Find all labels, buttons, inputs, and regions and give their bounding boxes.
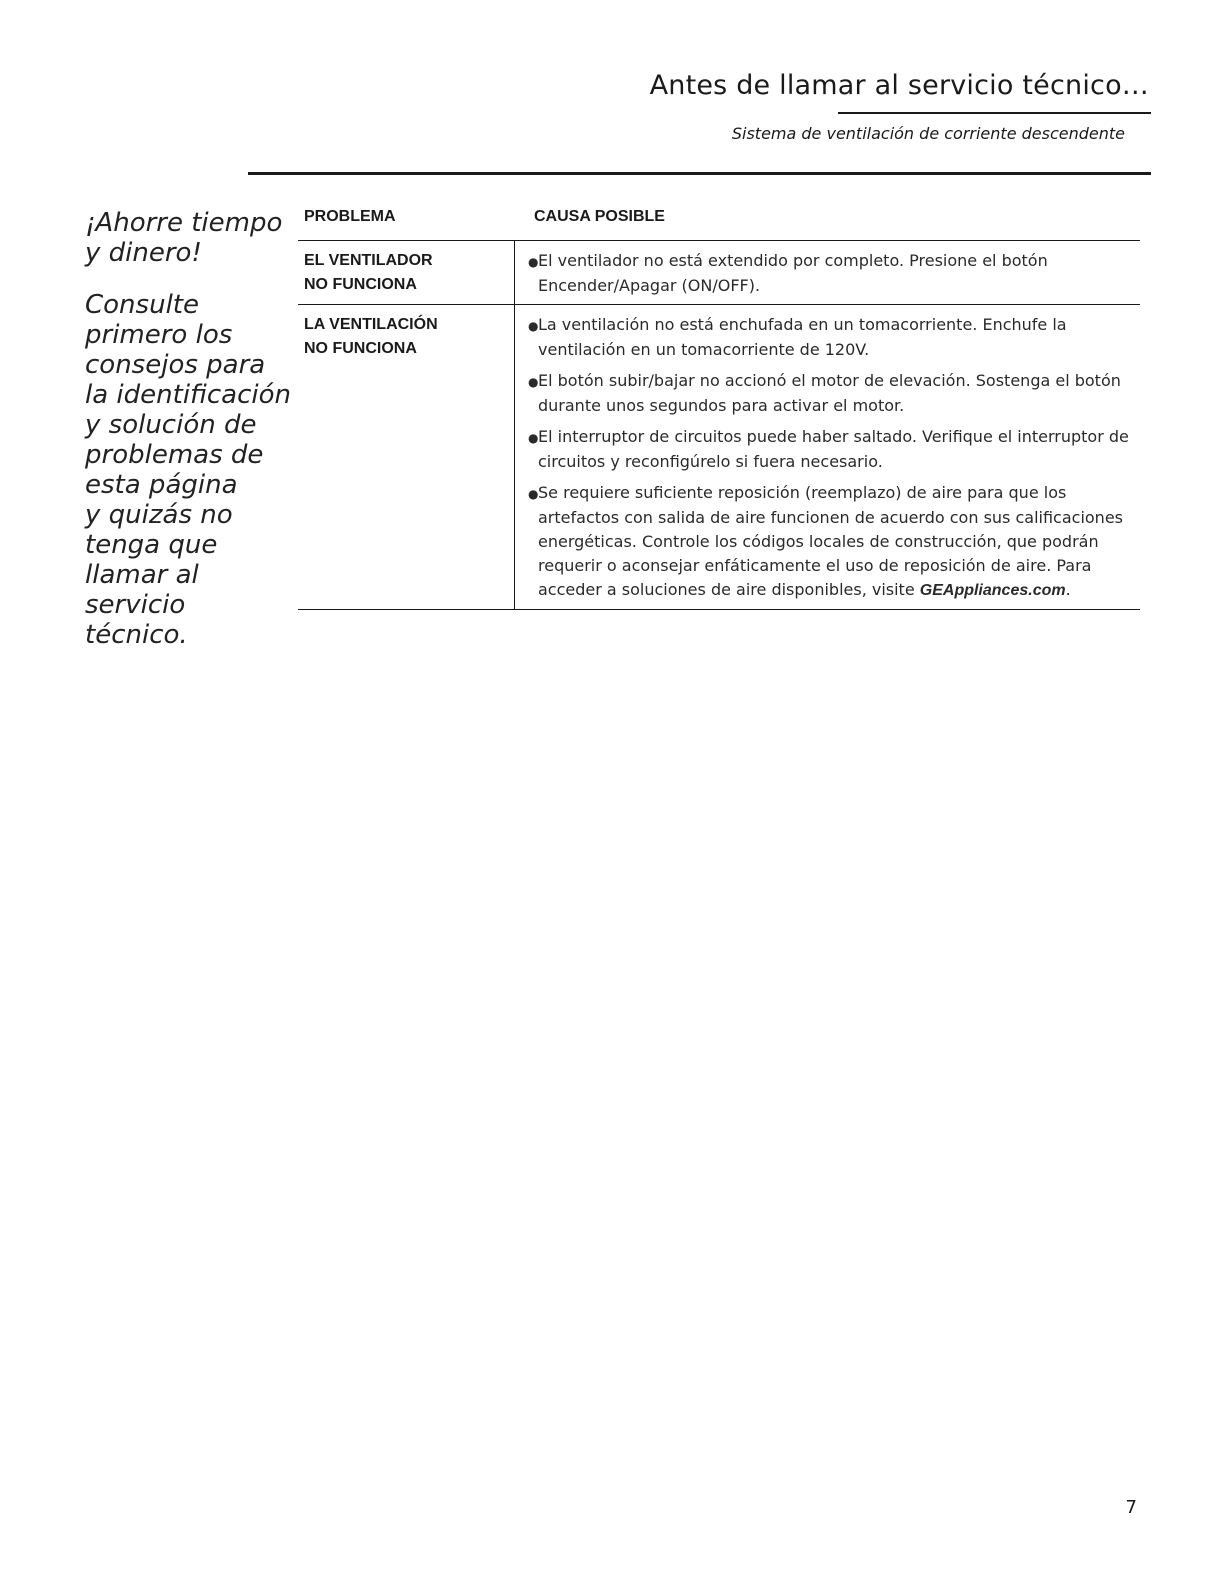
bullet-icon: ● — [528, 319, 539, 333]
sidebar-tip — [85, 208, 295, 650]
column-header-cause: CAUSA POSIBLE — [534, 208, 665, 225]
cause-item: ●El ventilador no está extendido por completo. Presione el botón Encender/Apagar (ON/OFF). — [528, 251, 1048, 295]
cause-item: ●El interruptor de circuitos puede haber saltado. Verifique el interruptor de circuitos y reconfigúrelo si fuera necesario. — [528, 427, 1129, 471]
sidebar-line: la identificación — [85, 380, 291, 410]
sidebar-line: esta página — [85, 470, 238, 500]
sidebar-line: servicio técnico. — [85, 590, 188, 650]
bullet-icon: ● — [528, 431, 539, 445]
sidebar-line: ¡Ahorre tiempo — [85, 208, 283, 238]
sidebar-line: tenga que — [85, 530, 218, 560]
sidebar-line: Consulte — [85, 290, 199, 320]
sidebar-line: consejos para — [85, 350, 266, 380]
table-row — [298, 305, 1140, 610]
cause-item: ●El botón subir/bajar no accionó el motor de elevación. Sostenga el botón durante unos segundos para activar el motor. — [528, 371, 1121, 415]
table-row — [298, 241, 1140, 305]
bullet-icon: ● — [528, 255, 539, 269]
header-divider — [248, 172, 1151, 175]
problem-line: LA VENTILACIÓN — [304, 316, 438, 333]
ge-appliances-link[interactable]: GEAppliances.com — [919, 582, 1066, 599]
page-number: 7 — [1125, 1497, 1137, 1518]
cause-cell — [515, 305, 1140, 609]
table-header — [298, 208, 1140, 241]
cause-item: ●Se requiere suficiente reposición (reemplazo) de aire para que los artefactos con salida de aire funcionen de acuerdo con sus calificaciones energéticas. Controle los códigos locales de construcción, que podrán requerir o aconsejar enfáticamente el uso de reposición de aire. Para acceder a soluciones de aire disponibles, visite GEAppliances.com. — [528, 483, 1123, 599]
problem-line: EL VENTILADOR — [304, 252, 433, 269]
column-header-problem: PROBLEMA — [304, 208, 396, 225]
problem-line: NO FUNCIONA — [304, 340, 417, 357]
sidebar-line: primero los — [85, 320, 233, 350]
troubleshooting-table — [298, 208, 1140, 610]
sidebar-line: y quizás no — [85, 500, 233, 530]
cause-cell — [515, 241, 1140, 304]
sidebar-line: y dinero! — [85, 238, 202, 268]
title-underline — [838, 112, 1151, 114]
page-subtitle: Sistema de ventilación de corriente descendente — [731, 124, 1125, 143]
problem-cell — [298, 305, 515, 609]
bullet-icon: ● — [528, 487, 539, 501]
problem-line: NO FUNCIONA — [304, 276, 417, 293]
sidebar-line: llamar al — [85, 560, 199, 590]
sidebar-line: y solución de — [85, 410, 257, 440]
problem-cell — [298, 241, 515, 304]
page-title: Antes de llamar al servicio técnico… — [649, 70, 1149, 101]
cause-item: ●La ventilación no está enchufada en un tomacorriente. Enchufe la ventilación en un tomacorriente de 120V. — [528, 315, 1067, 359]
bullet-icon: ● — [528, 375, 539, 389]
sidebar-line: problemas de — [85, 440, 264, 470]
